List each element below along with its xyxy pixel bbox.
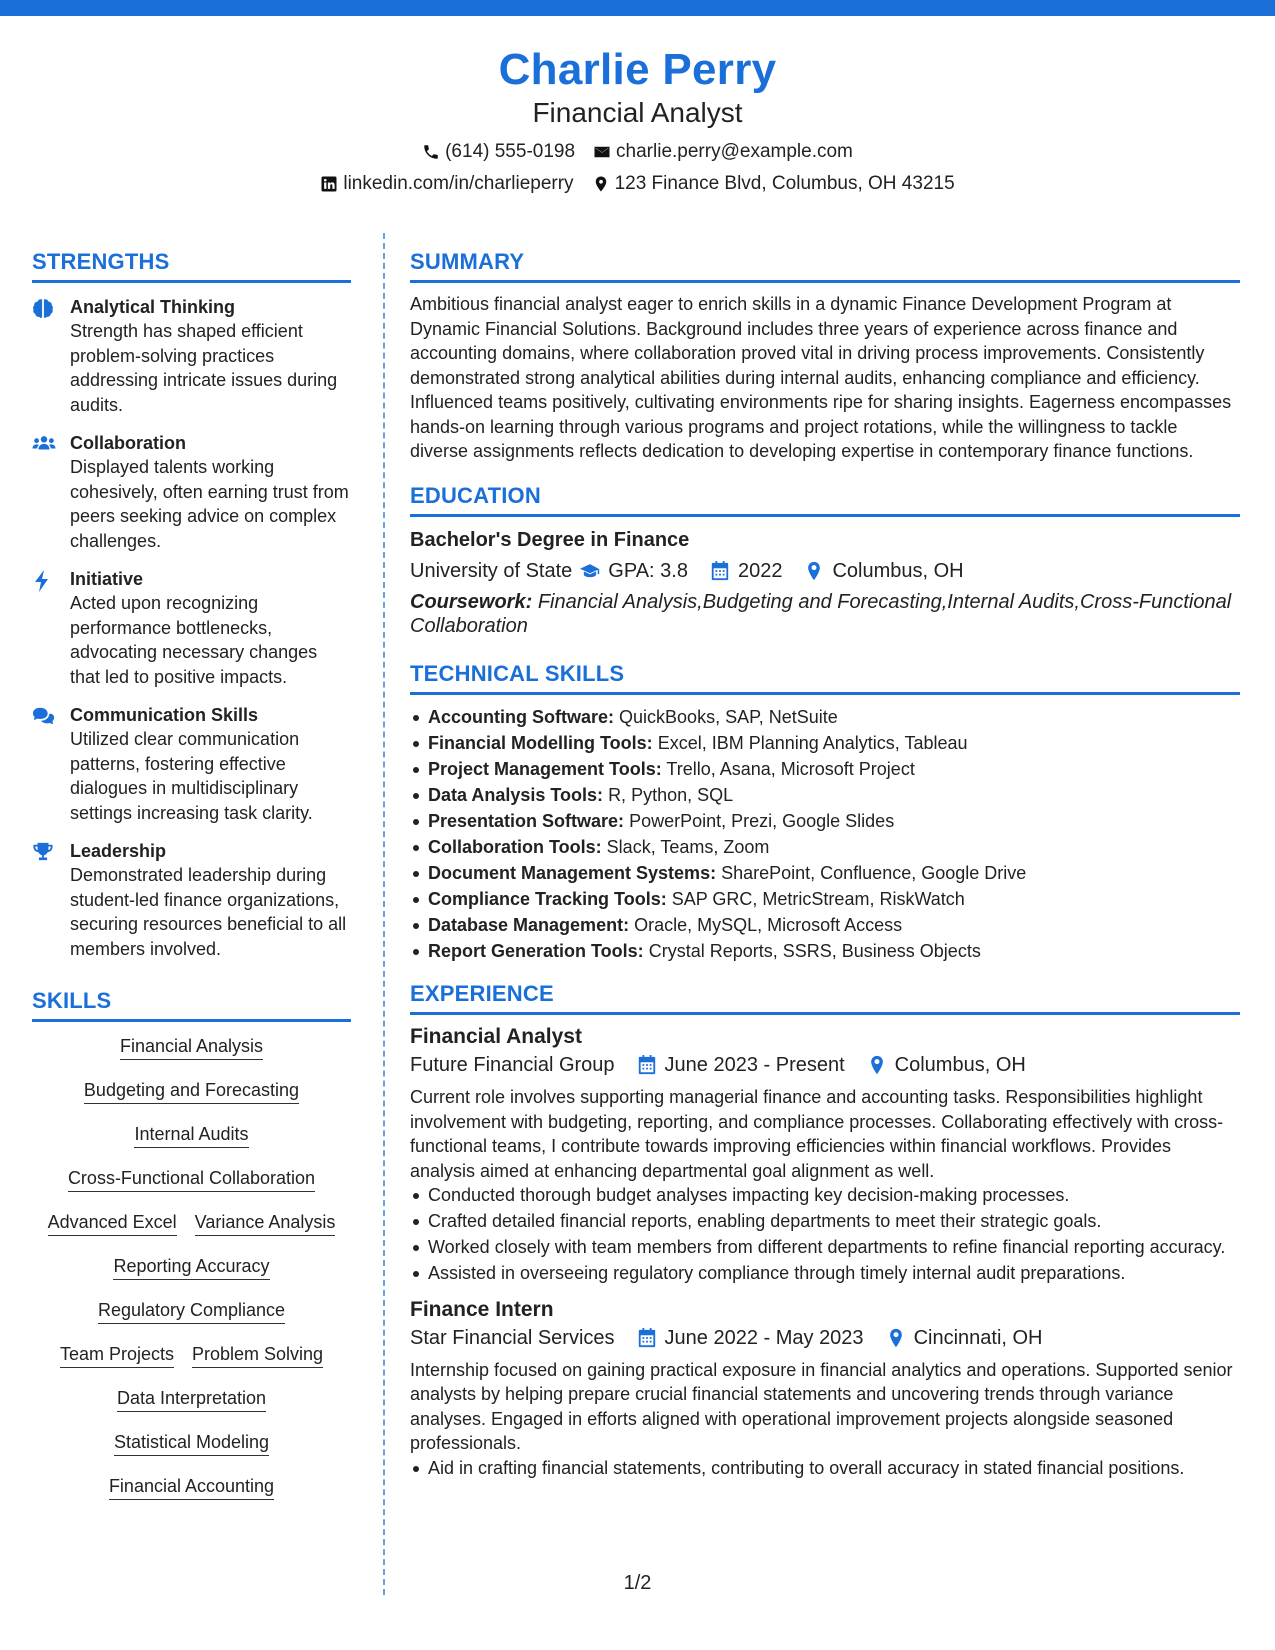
trophy-icon — [32, 842, 54, 862]
skill-category: Database Management: — [428, 914, 630, 935]
summary-text: Ambitious financial analyst eager to enrich skills in a dynamic Finance Development Program at Dynamic Financial Solutions. Background includes three years of experience across finance and accounting domains, where collaboration proved vital in driving process improvements. Consistently demonstrated strong analytical abilities during internal audits, enhancing compliance and efficiency. Influenced teams positively, cultivating environments ripe for sharing insights. Eagerness encompasses hands-on learning through various programs and project rotations, while the willingness to tackle diverse assignments reflects dedication to developing expertise in contemporary finance functions. — [410, 294, 1232, 461]
comments-icon — [32, 706, 56, 726]
degree-title: Bachelor's Degree in Finance — [410, 528, 690, 551]
skill-tag: Budgeting and Forecasting — [84, 1078, 299, 1104]
list-item — [410, 913, 1240, 938]
strength-desc: Acted upon recognizing performance bottlenecks, advocating necessary changes that led to positive impacts. — [70, 593, 318, 687]
map-marker-icon — [592, 175, 610, 193]
strength-desc: Strength has shaped efficient problem-solving practices addressing intricate issues during audits. — [70, 321, 338, 415]
skill-category: Accounting Software: — [428, 706, 615, 727]
calendar-icon — [637, 1055, 657, 1075]
skill-tag: Advanced Excel — [48, 1210, 177, 1236]
strength-item — [32, 839, 351, 961]
strength-desc: Utilized clear communication patterns, fostering effective dialogues in multidisciplinary settings increasing task clarity. — [70, 729, 313, 823]
skill-values: Excel, IBM Planning Analytics, Tableau — [657, 732, 968, 753]
phone-icon — [422, 143, 440, 161]
skill-values: PowerPoint, Prezi, Google Slides — [629, 810, 895, 831]
skill-tag: Regulatory Compliance — [98, 1298, 285, 1324]
list-item: Worked closely with team members from different departments to refine financial reporting accuracy. — [410, 1235, 1240, 1260]
calendar-icon — [637, 1328, 657, 1348]
skill-values: Trello, Asana, Microsoft Project — [666, 758, 915, 779]
coursework-label: Coursework: — [410, 590, 533, 613]
phone-text: (614) 555-0198 — [445, 141, 576, 162]
list-item — [410, 731, 1240, 756]
resume-header — [0, 44, 1275, 196]
linkedin-icon — [320, 175, 338, 193]
left-column — [32, 248, 351, 1518]
job-location: Cincinnati, OH — [913, 1326, 1043, 1349]
job-entry — [410, 1023, 1240, 1286]
strength-title: Leadership — [70, 841, 167, 861]
job-dates: June 2023 - Present — [664, 1054, 845, 1076]
skill-values: SAP GRC, MetricStream, RiskWatch — [671, 888, 965, 909]
job-meta — [410, 1324, 1240, 1352]
education-heading: EDUCATION — [410, 482, 1240, 517]
address-text: 123 Finance Blvd, Columbus, OH 43215 — [614, 173, 955, 194]
school-location: Columbus, OH — [832, 559, 964, 582]
summary-heading: SUMMARY — [410, 248, 1240, 283]
skill-category: Financial Modelling Tools: — [428, 732, 653, 753]
job-location: Columbus, OH — [894, 1054, 1026, 1076]
list-item — [410, 887, 1240, 912]
phone-contact[interactable] — [422, 140, 575, 164]
email-text: charlie.perry@example.com — [616, 141, 853, 162]
skill-tag: Cross-Functional Collaboration — [68, 1166, 315, 1192]
job-meta — [410, 1051, 1240, 1079]
linkedin-contact[interactable] — [320, 172, 573, 196]
list-item — [410, 705, 1240, 730]
company-name: Future Financial Group — [410, 1054, 615, 1076]
skill-category: Compliance Tracking Tools: — [428, 888, 667, 909]
job-bullets — [410, 1183, 1240, 1286]
list-item — [410, 809, 1240, 834]
skill-category: Project Management Tools: — [428, 758, 662, 779]
coursework-list: Financial Analysis,Budgeting and Forecasting,Internal Audits,Cross-Functional Collaboration — [410, 590, 1232, 637]
skill-category: Document Management Systems: — [428, 862, 717, 883]
list-item: Crafted detailed financial reports, enabling departments to meet their strategic goals. — [410, 1209, 1240, 1234]
page-number: 1/2 — [623, 1572, 652, 1594]
contact-row-2 — [0, 172, 1275, 196]
map-marker-icon — [886, 1328, 906, 1348]
skill-tag: Internal Audits — [134, 1122, 248, 1148]
strength-desc: Demonstrated leadership during student-led finance organizations, securing resources beneficial to all members involved. — [70, 865, 347, 959]
skill-tag: Reporting Accuracy — [113, 1254, 269, 1280]
skill-tag: Problem Solving — [192, 1342, 323, 1368]
skills-list — [32, 1034, 351, 1500]
candidate-title: Financial Analyst — [532, 97, 743, 128]
skill-values: Oracle, MySQL, Microsoft Access — [634, 914, 903, 935]
job-title: Financial Analyst — [410, 1025, 582, 1048]
map-marker-icon — [804, 561, 824, 581]
graduation-cap-icon — [580, 561, 600, 581]
skill-tag: Team Projects — [60, 1342, 174, 1368]
technical-skills-list — [410, 705, 1240, 964]
list-item — [410, 939, 1240, 964]
strength-item — [32, 295, 351, 417]
skill-tag: Variance Analysis — [195, 1210, 336, 1236]
linkedin-text: linkedin.com/in/charlieperry — [343, 173, 574, 194]
address-contact — [592, 172, 955, 196]
list-item: Assisted in overseeing regulatory compliance through timely internal audit preparations. — [410, 1261, 1240, 1286]
contact-row-1 — [0, 140, 1275, 164]
envelope-icon — [593, 143, 611, 161]
experience-heading: EXPERIENCE — [410, 980, 1240, 1015]
education-meta — [410, 557, 1240, 585]
list-item: Conducted thorough budget analyses impacting key decision-making processes. — [410, 1183, 1240, 1208]
strength-title: Initiative — [70, 569, 144, 589]
email-contact[interactable] — [593, 140, 853, 164]
skill-tag: Data Interpretation — [117, 1386, 266, 1412]
skill-category: Report Generation Tools: — [428, 940, 644, 961]
strength-title: Communication Skills — [70, 705, 259, 725]
job-bullets — [410, 1456, 1240, 1481]
strength-item — [32, 431, 351, 553]
right-column — [410, 248, 1240, 1480]
column-divider — [383, 233, 385, 1595]
map-marker-icon — [867, 1055, 887, 1075]
coursework — [410, 590, 1240, 639]
list-item — [410, 757, 1240, 782]
skill-tag: Statistical Modeling — [114, 1430, 269, 1456]
school-name: University of State — [410, 559, 573, 582]
job-description: Internship focused on gaining practical exposure in financial analytics and operations. Supported senior analysts by helping prepare crucial financial statements and uncovering trends through variance analyses. Engaged in efforts aligned with operational improvement projects alongside seasoned professionals. — [410, 1359, 1233, 1453]
skill-values: QuickBooks, SAP, NetSuite — [619, 706, 838, 727]
graduation-year: 2022 — [737, 559, 783, 582]
job-title: Finance Intern — [410, 1297, 554, 1321]
skill-tag: Financial Analysis — [120, 1034, 263, 1060]
skill-tag: Financial Accounting — [109, 1474, 274, 1500]
strength-item — [32, 703, 351, 825]
skill-values: R, Python, SQL — [608, 784, 734, 805]
skill-values: Slack, Teams, Zoom — [606, 836, 770, 857]
strength-item — [32, 567, 351, 689]
list-item — [410, 861, 1240, 886]
calendar-icon — [710, 561, 730, 581]
gpa-text: GPA: 3.8 — [608, 559, 688, 582]
job-entry — [410, 1296, 1240, 1481]
skill-category: Collaboration Tools: — [428, 836, 602, 857]
top-accent-bar — [0, 0, 1275, 16]
job-description: Current role involves supporting managerial finance and accounting tasks. Responsibilities highlight involvement with budgeting, reporting, and compliance processes. Collaborating effectively with cross-functional teams, I contribute towards improving efficiencies within financial workflows. Provides analysis aimed at enhancing departmental goal alignment as well. — [410, 1087, 1224, 1181]
skill-values: Crystal Reports, SSRS, Business Objects — [648, 940, 981, 961]
list-item: Aid in crafting financial statements, contributing to overall accuracy in stated financial positions. — [410, 1456, 1240, 1481]
skill-category: Data Analysis Tools: — [428, 784, 604, 805]
strength-desc: Displayed talents working cohesively, often earning trust from peers seeking advice on complex challenges. — [70, 457, 349, 551]
list-item — [410, 783, 1240, 808]
candidate-name: Charlie Perry — [498, 45, 777, 94]
skill-category: Presentation Software: — [428, 810, 625, 831]
technical-skills-heading: TECHNICAL SKILLS — [410, 660, 1240, 695]
job-dates: June 2022 - May 2023 — [664, 1326, 864, 1349]
strengths-heading: STRENGTHS — [32, 248, 351, 283]
skills-heading: SKILLS — [32, 987, 351, 1022]
strength-title: Collaboration — [70, 433, 186, 453]
company-name: Star Financial Services — [410, 1326, 615, 1349]
bolt-icon — [32, 570, 52, 592]
brain-icon — [32, 298, 54, 318]
users-icon — [32, 434, 56, 452]
list-item — [410, 835, 1240, 860]
strength-title: Analytical Thinking — [70, 297, 236, 317]
skill-values: SharePoint, Confluence, Google Drive — [721, 862, 1027, 883]
